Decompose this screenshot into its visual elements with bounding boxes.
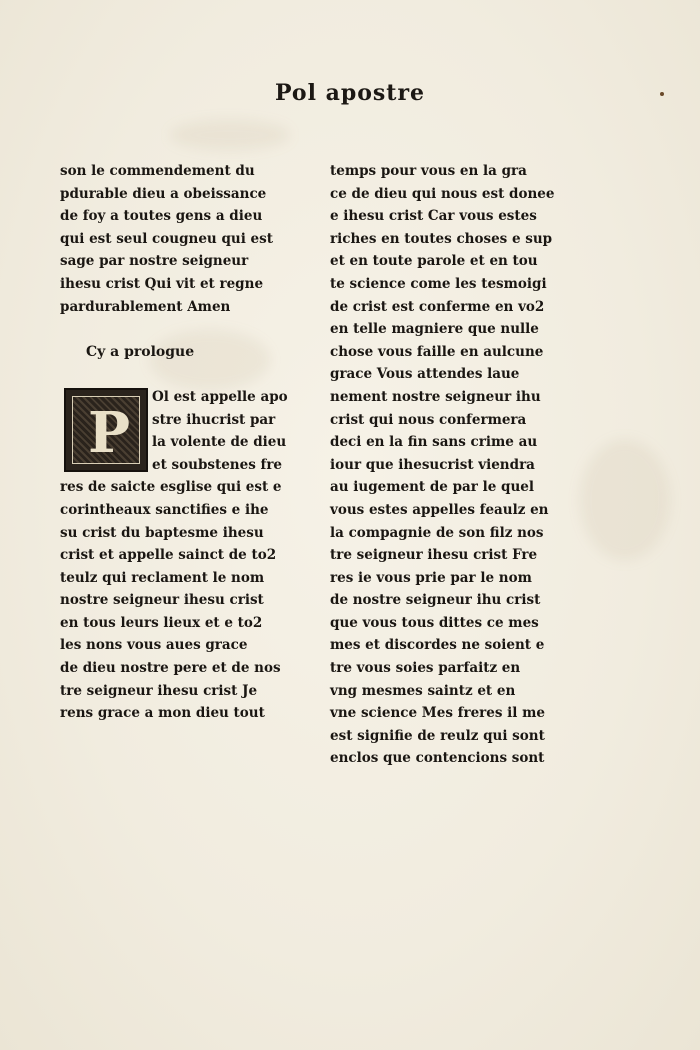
text-line: de nostre seigneur ihu crist <box>330 592 541 609</box>
text-line: res de saicte esglise qui est e <box>60 479 282 496</box>
text-line: nostre seigneur ihesu crist <box>60 592 264 609</box>
left-column <box>60 160 290 725</box>
right-column <box>330 160 555 770</box>
text-line: ihesu crist Qui vit et regne <box>60 275 264 292</box>
text-line: Ol est appelle apo <box>152 388 288 405</box>
text-line: temps pour vous en la gra <box>330 163 527 179</box>
text-line: au iugement de par le quel <box>330 479 534 496</box>
text-line: son le commendement du <box>60 163 255 179</box>
text-line: corintheaux sanctifies e ihe <box>60 501 269 518</box>
initial-letter: P <box>87 399 131 466</box>
text-line: sage par nostre seigneur <box>60 253 249 270</box>
text-line: crist et appelle sainct de to2 <box>60 547 277 564</box>
text-line: qui est seul cougneu qui est <box>60 230 273 247</box>
text-line: su crist du baptesme ihesu <box>60 524 264 541</box>
text-line: pardurablement Amen <box>60 298 231 315</box>
text-line: pdurable dieu a obeissance <box>60 185 267 202</box>
text-line: tre vous soies parfaitz en <box>330 660 521 677</box>
text-line: vous estes appelles feaulz en <box>330 501 549 518</box>
text-line: que vous tous dittes ce mes <box>330 614 539 631</box>
blank-line <box>60 318 290 341</box>
text-line: de dieu nostre pere et de nos <box>60 660 281 677</box>
text-line: en telle magniere que nulle <box>330 321 539 338</box>
text-line: vne science Mes freres il me <box>330 705 545 722</box>
text-line: rens grace a mon dieu tout <box>60 705 265 722</box>
initial-paragraph <box>60 386 290 476</box>
text-line: tre seigneur ihesu crist Fre <box>330 547 538 564</box>
text-line: enclos que contencions sont <box>330 750 545 767</box>
text-line: chose vous faille en aulcune <box>330 343 544 360</box>
text-line: la compagnie de son filz nos <box>330 524 544 541</box>
text-line: les nons vous aues grace <box>60 637 248 654</box>
text-line: teulz qui reclament le nom <box>60 569 265 586</box>
text-line: riches en toutes choses e sup <box>330 230 553 247</box>
text-line: crist qui nous confermera <box>330 411 527 428</box>
text-line: et soubstenes fre <box>152 456 283 473</box>
decorated-initial <box>64 388 148 472</box>
prologue-heading: Cy a prologue <box>86 343 195 360</box>
paper-stain <box>580 440 670 560</box>
text-line: de crist est conferme en vo2 <box>330 298 545 315</box>
initial-ornament <box>72 396 140 464</box>
blank-line <box>60 363 290 386</box>
paper-stain <box>170 120 290 150</box>
text-line: tre seigneur ihesu crist Je <box>60 682 258 699</box>
text-line: grace Vous attendes laue <box>330 366 520 383</box>
initial-side-lines <box>152 386 288 476</box>
text-line: iour que ihesucrist viendra <box>330 456 535 473</box>
text-line: deci en la fin sans crime au <box>330 434 538 451</box>
text-line: nement nostre seigneur ihu <box>330 388 541 405</box>
text-line: et en toute parole et en tou <box>330 253 538 270</box>
text-line: te science come les tesmoigi <box>330 275 547 292</box>
text-line: mes et discordes ne soient e <box>330 637 545 654</box>
text-line: e ihesu crist Car vous estes <box>330 208 537 225</box>
text-line: de foy a toutes gens a dieu <box>60 208 263 225</box>
text-line: stre ihucrist par <box>152 411 276 428</box>
text-line: ce de dieu qui nous est donee <box>330 185 555 202</box>
text-line: la volente de dieu <box>152 434 287 451</box>
text-line: vng mesmes saintz et en <box>330 682 516 699</box>
text-line: res ie vous prie par le nom <box>330 569 532 586</box>
text-line: en tous leurs lieux et e to2 <box>60 614 263 631</box>
text-line: est signifie de reulz qui sont <box>330 727 545 744</box>
running-title: Pol apostre <box>274 80 426 106</box>
